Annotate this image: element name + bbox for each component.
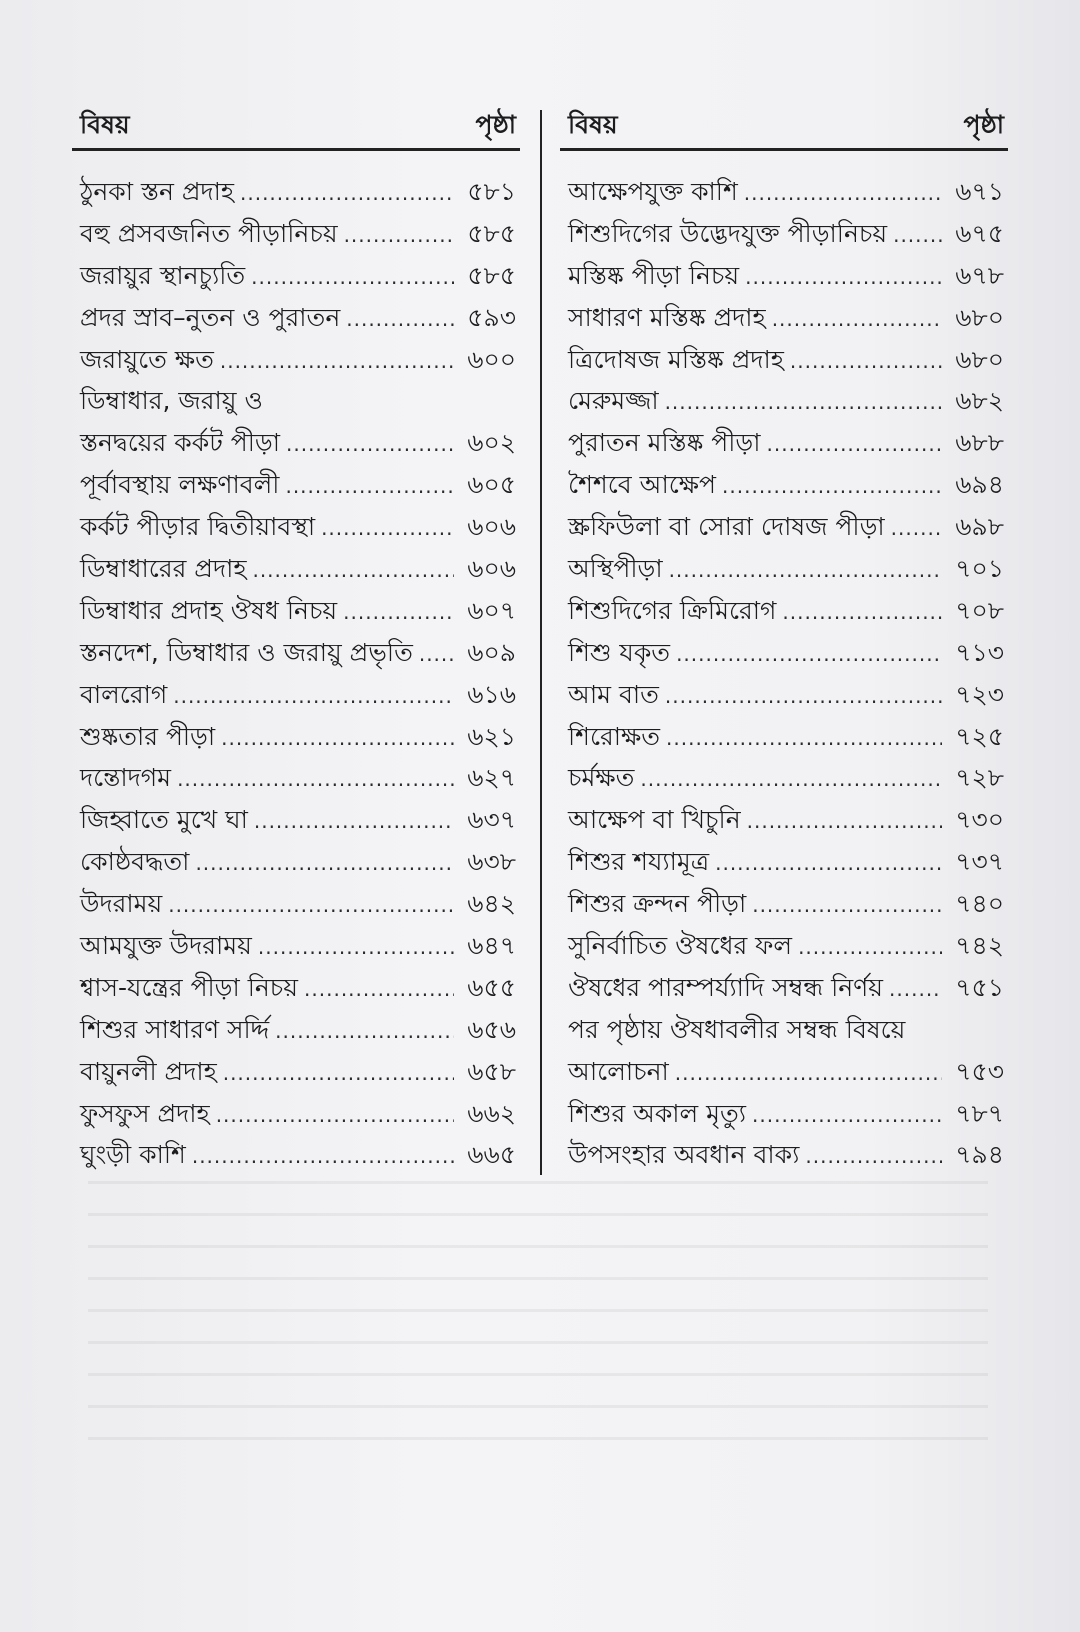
toc-entry-title: প্রদর স্রাব–নুতন ও পুরাতন: [80, 302, 341, 332]
dot-leader: [747, 801, 942, 843]
dot-leader: [285, 466, 454, 508]
toc-entry-title: আক্ষেপ বা খিচুনি: [568, 805, 741, 835]
toc-entry: [560, 422, 1008, 464]
toc-entry-page: ৭২৮: [955, 763, 1004, 793]
toc-entry-page: ৬০২: [467, 428, 516, 458]
toc-entry-page: ৭৪০: [955, 889, 1004, 919]
toc-entry: [560, 757, 1008, 799]
toc-right-list: [560, 171, 1008, 1176]
toc-entry-title: মেরুমজ্জা: [568, 386, 659, 416]
toc-entry-page: ৬৮৮: [955, 428, 1004, 458]
toc-entry-title: শিশু যকৃত: [568, 637, 671, 667]
toc-entry-title: শিরোক্ষত: [568, 721, 661, 751]
toc-entry: [72, 674, 520, 716]
dot-leader: [177, 759, 454, 801]
toc-entry-page: ৬২১: [467, 721, 516, 751]
toc-entry-title: আম বাত: [568, 679, 659, 709]
toc-entry-page: ৭২৫: [955, 721, 1004, 751]
toc-entry: [72, 171, 520, 213]
dot-leader: [216, 1095, 454, 1137]
toc-entry: [72, 841, 520, 883]
dot-leader: [767, 424, 943, 466]
toc-entry-title: শিশুদিগের ক্রিমিরোগ: [568, 595, 777, 625]
toc-entry-title: সুনির্বাচিত ঔষধের ফল: [568, 931, 793, 961]
show-through-text: [88, 1180, 988, 1440]
toc-entry-page: ৭৪২: [955, 931, 1004, 961]
toc-left-header: [72, 110, 520, 151]
toc-entry: [72, 297, 520, 339]
dot-leader: [258, 927, 454, 969]
dot-leader: [321, 508, 454, 550]
dot-leader: [676, 634, 942, 676]
toc-entry-title: পর পৃষ্ঠায় ঔষধাবলীর সম্বন্ধ বিষয়ে: [568, 1014, 906, 1044]
toc-entry: [72, 590, 520, 632]
toc-entry-title: ঘুংড়ী কাশি: [80, 1140, 186, 1170]
toc-entry-title: উপসংহার অবধান বাক্য: [568, 1140, 800, 1170]
dot-leader: [220, 341, 454, 383]
toc-entry: [72, 339, 520, 381]
toc-entry-page: ৬০০: [467, 344, 516, 374]
toc-entry: [560, 1051, 1008, 1093]
dot-leader: [192, 1136, 454, 1178]
toc-entry-page: ৭১৩: [955, 637, 1004, 667]
toc-entry-page: ৭৫৩: [955, 1056, 1004, 1086]
toc-entry: [560, 380, 1008, 422]
column-divider: [540, 110, 542, 1175]
toc-entry-title: ডিম্বাধার, জরায়ু ও: [80, 386, 263, 416]
dot-leader: [346, 299, 454, 341]
dot-leader: [893, 215, 942, 257]
toc-entry: [560, 548, 1008, 590]
dot-leader: [891, 508, 942, 550]
dot-leader: [889, 969, 942, 1011]
toc-entry-page: ৬৬২: [467, 1098, 516, 1128]
toc-entry-title: ফুসফুস প্রদাহ: [80, 1098, 210, 1128]
subject-header: বিষয়: [80, 110, 130, 139]
toc-entry: [72, 548, 520, 590]
toc-entry-title: দন্তোদগম: [80, 763, 172, 793]
toc-entry-page: ৬৭১: [955, 177, 1004, 206]
toc-entry-title: বহু প্রসবজনিত পীড়ানিচয়: [80, 218, 338, 248]
toc-entry-page: ৭৮৭: [955, 1098, 1004, 1128]
toc-right-header: [560, 110, 1008, 151]
toc-entry-page: ৬৮০: [955, 344, 1004, 374]
toc-entry-title: সাধারণ মস্তিষ্ক প্রদাহ: [568, 302, 766, 332]
toc-entry-title: জরায়ুতে ক্ষত: [80, 344, 214, 374]
toc-entry: [72, 716, 520, 758]
dot-leader: [240, 173, 454, 215]
toc-entry-title: শিশুর শয্যামূত্র: [568, 847, 710, 877]
toc-entry-page: ৭৫১: [955, 972, 1004, 1002]
dot-leader: [304, 969, 454, 1011]
toc-entry: [560, 255, 1008, 297]
toc-entry-page: ৬০৫: [467, 470, 516, 500]
toc-entry-title: আক্ষেপযুক্ত কাশি: [568, 177, 738, 206]
dot-leader: [252, 550, 454, 592]
toc-entry-title: অস্থিপীড়া: [568, 554, 663, 584]
toc-entry: [560, 339, 1008, 381]
subject-header: বিষয়: [568, 110, 618, 139]
toc-entry: [72, 464, 520, 506]
toc-entry-page: ৬৩৭: [467, 805, 516, 835]
toc-entry: [72, 506, 520, 548]
toc-entry-title: শুষ্কতার পীড়া: [80, 721, 216, 751]
toc-entry: [560, 883, 1008, 925]
toc-entry: [560, 632, 1008, 674]
dot-leader: [772, 299, 942, 341]
toc-entry-title: স্ক্রফিউলা বা সোরা দোষজ পীড়া: [568, 512, 885, 542]
toc-entry: [72, 255, 520, 297]
dot-leader: [805, 1136, 942, 1178]
toc-entry-page: ৬১৬: [467, 679, 516, 709]
toc-entry-page: ৬৪২: [467, 889, 516, 919]
dot-leader: [669, 550, 942, 592]
toc-entry-title: শিশুদিগের উদ্ভেদযুক্ত পীড়ানিচয়: [568, 218, 888, 248]
dot-leader: [275, 1011, 454, 1053]
page-header: পৃষ্ঠা: [963, 110, 1004, 139]
dot-leader: [715, 843, 942, 885]
dot-leader: [752, 885, 942, 927]
dot-leader: [221, 718, 454, 760]
toc-entry-page: ৭৯৪: [955, 1140, 1004, 1170]
dot-leader: [195, 843, 454, 885]
toc-entry-title: জরায়ুর স্থানচ্যুতি: [80, 260, 246, 290]
toc-entry-title: শিশুর ক্রন্দন পীড়া: [568, 889, 747, 919]
toc-entry-title: ত্রিদোষজ মস্তিষ্ক প্রদাহ: [568, 344, 784, 374]
toc-entry-title: ঔষধের পারম্পর্য্যাদি সম্বন্ধ নির্ণয়: [568, 972, 884, 1002]
toc-entry: [72, 1093, 520, 1135]
dot-leader: [251, 257, 454, 299]
toc-entry: [560, 297, 1008, 339]
toc-entry-page: ৬০৬: [467, 512, 516, 542]
toc-entry-page: ৬০৬: [467, 554, 516, 584]
toc-entry: [560, 799, 1008, 841]
toc-entry-title: শ্বাস-যন্ত্রের পীড়া নিচয়: [80, 972, 299, 1002]
toc-entry-title: আমযুক্ত উদরাময়: [80, 931, 252, 961]
dot-leader: [782, 592, 942, 634]
toc-entry-title: জিহ্বাতে মুখে ঘা: [80, 805, 248, 835]
toc-entry-page: ৬৮০: [955, 302, 1004, 332]
dot-leader: [745, 257, 942, 299]
dot-leader: [173, 676, 454, 718]
toc-entry-page: ৭০৮: [955, 595, 1004, 625]
dot-leader: [665, 382, 942, 424]
toc-entry-title: বায়ুনলী প্রদাহ: [80, 1056, 217, 1086]
toc-entry: [560, 1093, 1008, 1135]
dot-leader: [254, 801, 454, 843]
toc-entry-title: উদরাময়: [80, 889, 163, 919]
toc-entry-title: বালরোগ: [80, 679, 168, 709]
toc-entry: [560, 1009, 1008, 1051]
toc-entry-title: কোষ্ঠবদ্ধতা: [80, 847, 190, 877]
page-header: পৃষ্ঠা: [475, 110, 516, 139]
toc-entry: [560, 716, 1008, 758]
toc-entry: [560, 213, 1008, 255]
dot-leader: [223, 1053, 454, 1095]
dot-leader: [665, 676, 942, 718]
toc-entry: [560, 171, 1008, 213]
toc-entry: [72, 380, 520, 422]
dot-leader: [722, 466, 942, 508]
toc-entry: [72, 757, 520, 799]
toc-entry: [560, 464, 1008, 506]
dot-leader: [168, 885, 454, 927]
toc-entry-page: ৫৮৫: [467, 260, 516, 290]
toc-entry-page: ৫৮১: [467, 177, 516, 206]
toc-entry-page: ৬৮২: [955, 386, 1004, 416]
toc-entry-page: ৬৫৬: [467, 1014, 516, 1044]
toc-entry-page: ৭২৩: [955, 679, 1004, 709]
dot-leader: [666, 718, 942, 760]
toc-entry-title: শৈশবে আক্ষেপ: [568, 470, 717, 500]
toc-left-list: [72, 171, 520, 1176]
toc-entry-page: ৫৮৫: [467, 218, 516, 248]
dot-leader: [744, 173, 942, 215]
toc-entry-title: স্তনদ্বয়ের কর্কট পীড়া: [80, 428, 280, 458]
dot-leader: [419, 634, 454, 676]
toc-entry-page: ৬৭৫: [955, 218, 1004, 248]
toc-entry: [72, 883, 520, 925]
toc-entry-page: ৬৩৮: [467, 847, 516, 877]
toc-entry-page: ৬০৭: [467, 595, 516, 625]
toc-entry: [560, 925, 1008, 967]
dot-leader: [286, 424, 454, 466]
dot-leader: [798, 927, 942, 969]
toc-entry-title: পূর্বাবস্থায় লক্ষণাবলী: [80, 470, 280, 500]
toc-entry: [560, 967, 1008, 1009]
toc-entry-page: ৭০১: [955, 554, 1004, 584]
toc-entry-title: শিশুর সাধারণ সর্দ্দি: [80, 1014, 270, 1044]
toc-entry-page: ৬২৭: [467, 763, 516, 793]
toc-entry-title: চর্মক্ষত: [568, 763, 635, 793]
toc-entry-page: ৬৭৮: [955, 260, 1004, 290]
toc-entry: [72, 1051, 520, 1093]
toc-left-column: [72, 110, 520, 1176]
toc-entry-title: ডিম্বাধার প্রদাহ ঔষধ নিচয়: [80, 595, 338, 625]
dot-leader: [640, 759, 942, 801]
toc-entry-page: ৬৯৪: [955, 470, 1004, 500]
toc-entry-page: ৬৫৮: [467, 1056, 516, 1086]
toc-entry-page: ৬৯৮: [955, 512, 1004, 542]
toc-entry-page: ৭৩০: [955, 805, 1004, 835]
toc-entry: [72, 799, 520, 841]
toc-entry-page: ৬৪৭: [467, 931, 516, 961]
toc-entry: [560, 841, 1008, 883]
toc-entry: [72, 925, 520, 967]
toc-entry: [560, 590, 1008, 632]
dot-leader: [790, 341, 942, 383]
toc-entry-page: ৭৩৭: [955, 847, 1004, 877]
dot-leader: [675, 1053, 942, 1095]
toc-entry: [560, 506, 1008, 548]
toc-entry: [72, 967, 520, 1009]
toc-entry: [560, 1134, 1008, 1176]
toc-entry-title: ডিম্বাধারের প্রদাহ: [80, 554, 247, 584]
dot-leader: [752, 1095, 942, 1137]
toc-entry: [72, 632, 520, 674]
toc-entry: [72, 1009, 520, 1051]
toc-entry-page: ৬০৯: [467, 637, 516, 667]
toc-entry: [72, 1134, 520, 1176]
toc-entry-title: স্তনদেশ, ডিম্বাধার ও জরায়ু প্রভৃতি: [80, 637, 413, 667]
toc-entry-title: কর্কট পীড়ার দ্বিতীয়াবস্থা: [80, 512, 316, 542]
toc-entry-page: ৬৫৫: [467, 972, 516, 1002]
toc-entry-page: ৬৬৫: [467, 1140, 516, 1170]
toc-entry-title: শিশুর অকাল মৃত্যু: [568, 1098, 747, 1128]
toc-entry-page: ৫৯৩: [467, 302, 516, 332]
toc-entry: [560, 674, 1008, 716]
toc-entry-title: আলোচনা: [568, 1056, 669, 1086]
toc-entry-title: মস্তিষ্ক পীড়া নিচয়: [568, 260, 740, 290]
toc-entry: [72, 213, 520, 255]
dot-leader: [343, 592, 454, 634]
toc-entry-title: পুরাতন মস্তিষ্ক পীড়া: [568, 428, 761, 458]
dot-leader: [344, 215, 454, 257]
toc-entry-title: ঠুনকা স্তন প্রদাহ: [80, 177, 234, 206]
toc-right-column: [560, 110, 1008, 1176]
toc-entry: [72, 422, 520, 464]
